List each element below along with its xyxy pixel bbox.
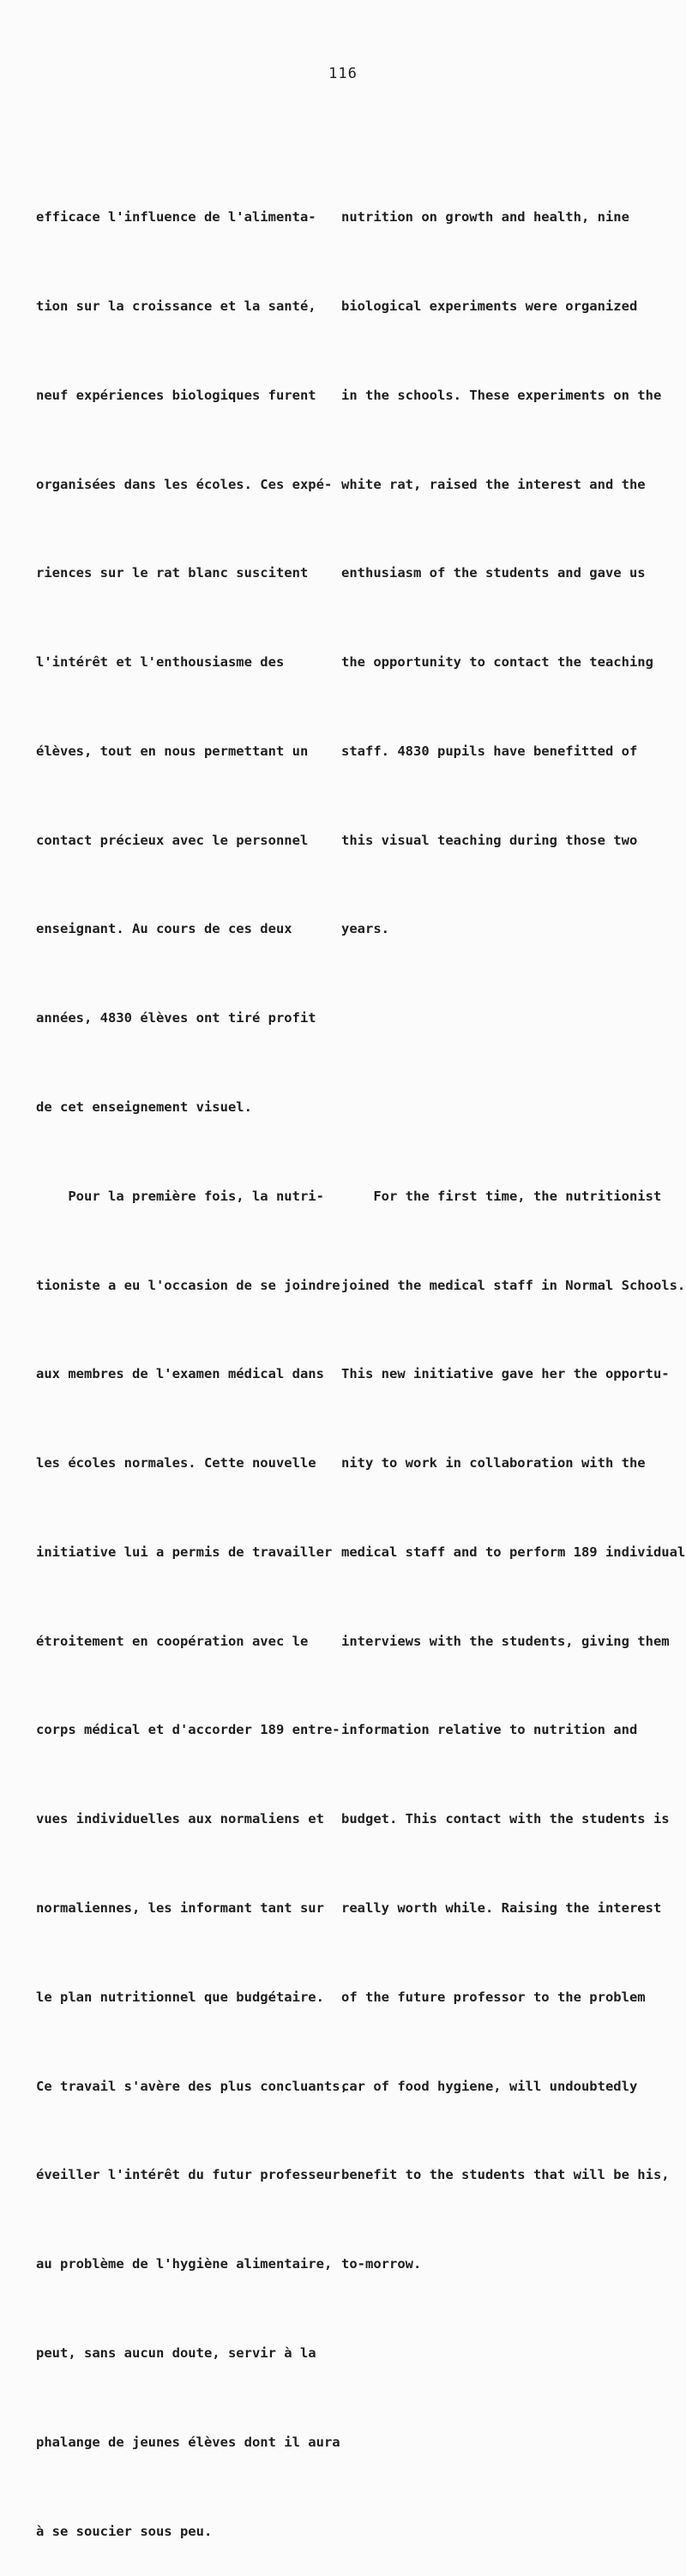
- text-line: peut, sans aucun doute, servir à la: [36, 2344, 316, 2361]
- blank-line: [341, 1092, 667, 1122]
- text-line: car of food hygiene, will undoubtedly: [341, 2078, 638, 2094]
- text-line: organisées dans les écoles. Ces expé-: [36, 476, 333, 492]
- text-line: normaliennes, les informant tant sur: [36, 1900, 324, 1917]
- text-line: enseignant. Au cours de ces deux: [36, 921, 292, 937]
- text-line: this visual teaching during those two: [341, 832, 638, 848]
- text-line: initiative lui a permis de travailler: [36, 1544, 333, 1560]
- text-line: nutrition on growth and health, nine: [341, 209, 629, 226]
- text-line: phalange de jeunes élèves dont il aura: [36, 2434, 340, 2450]
- text-line: neuf expériences biologiques furent: [36, 387, 316, 403]
- text-line: medical staff and to perform 189 individual: [341, 1544, 686, 1560]
- text-line: le plan nutritionnel que budgétaire.: [36, 1989, 324, 2005]
- page-number: 116: [328, 65, 358, 82]
- text-line: étroitement en coopération avec le: [36, 1633, 309, 1649]
- text-line: joined the medical staff in Normal Schools.: [341, 1277, 686, 1293]
- text-line: tioniste a eu l'occasion de se joindre: [36, 1277, 340, 1293]
- text-line: élèves, tout en nous permettant un: [36, 743, 309, 759]
- text-line: really worth while. Raising the interest: [341, 1900, 662, 1917]
- text-line: corps médical et d'accorder 189 entre-: [36, 1722, 340, 1738]
- text-line: efficace l'influence de l'alimenta-: [36, 209, 316, 226]
- text-line: interviews with the students, giving them: [341, 1633, 670, 1649]
- text-line: to-morrow.: [341, 2256, 422, 2272]
- text-line: de cet enseignement visuel.: [36, 1099, 252, 1115]
- text-line: éveiller l'intérêt du futur professeur: [36, 2167, 340, 2183]
- text-line: white rat, raised the interest and the: [341, 476, 646, 492]
- text-line: au problème de l'hygiène alimentaire,: [36, 2256, 333, 2272]
- text-line: years.: [341, 921, 389, 937]
- text-line: of the future professor to the problem: [341, 1989, 646, 2005]
- text-line: nity to work in collaboration with the: [341, 1455, 646, 1472]
- text-line: aux membres de l'examen médical dans: [36, 1366, 324, 1382]
- text-line: budget. This contact with the students is: [341, 1811, 670, 1827]
- text-line: information relative to nutrition and: [341, 1722, 638, 1738]
- text-line: the opportunity to contact the teaching: [341, 654, 653, 671]
- text-line: contact précieux avec le personnel: [36, 832, 309, 848]
- text-line: benefit to the students that will be his,: [341, 2167, 670, 2183]
- text-line: biological experiments were organized: [341, 298, 638, 314]
- blank-line: [341, 1003, 667, 1033]
- text-line: enthusiasm of the students and gave us: [341, 565, 646, 581]
- text-line: Pour la première fois, la nutri-: [36, 1188, 324, 1204]
- text-line: tion sur la croissance et la santé,: [36, 298, 316, 314]
- text-line: This new initiative gave her the opportu-: [341, 1366, 670, 1382]
- text-line: les écoles normales. Cette nouvelle: [36, 1455, 316, 1472]
- text-line: vues individuelles aux normaliens et: [36, 1811, 324, 1827]
- text-line: staff. 4830 pupils have benefitted of: [341, 743, 638, 759]
- text-line: à se soucier sous peu.: [36, 2523, 213, 2539]
- french-column: [36, 143, 348, 2576]
- text-line: années, 4830 élèves ont tiré profit: [36, 1010, 316, 1026]
- text-line: For the first time, the nutritionist: [341, 1188, 662, 1204]
- text-line: Ce travail s'avère des plus concluants,: [36, 2078, 348, 2094]
- text-line: l'intérêt et l'enthousiasme des: [36, 654, 285, 671]
- english-column: [341, 143, 686, 2308]
- text-line: riences sur le rat blanc suscitent: [36, 565, 309, 581]
- text-line: in the schools. These experiments on the: [341, 387, 662, 403]
